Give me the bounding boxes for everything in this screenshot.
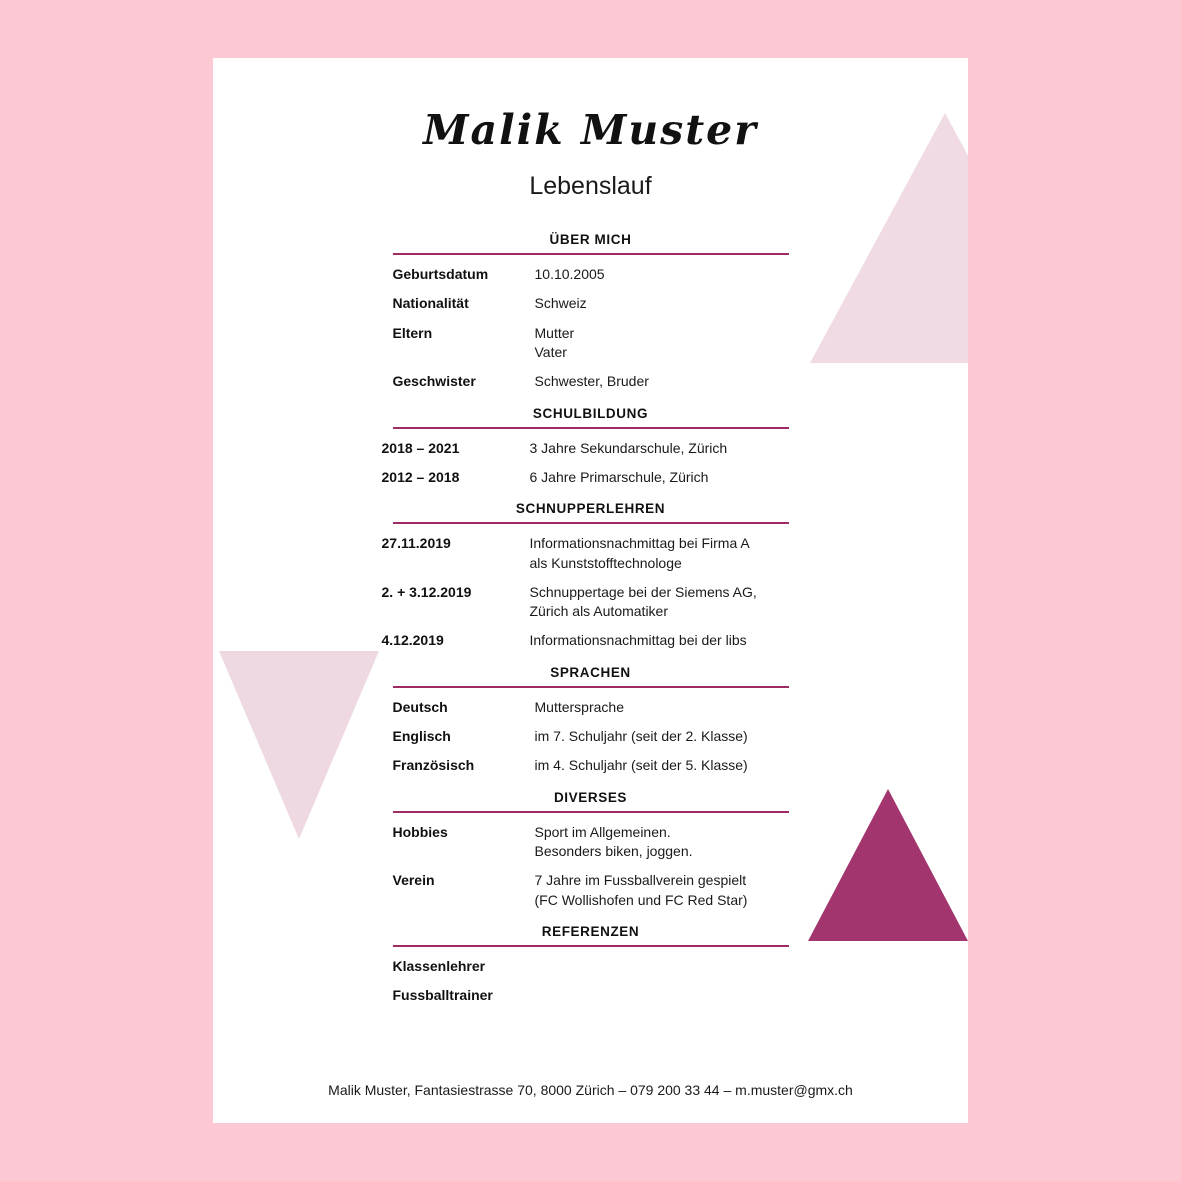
detail-label: Klassenlehrer [392,957,486,974]
detail-row [393,823,789,862]
detail-label: Französisch [392,757,475,774]
section-title: ÜBER MICH [549,232,632,247]
detail-value-line: Sport im Allgemeinen. [534,823,671,840]
detail-value [535,372,789,391]
detail-value [535,698,789,717]
section-divider [393,945,789,947]
section-sprachen [213,651,968,776]
detail-row [393,698,789,717]
detail-value-line: Schweiz [534,295,587,312]
section-title: SCHULBILDUNG [532,405,649,421]
detail-row [393,957,789,976]
detail-value-line: Mutter [534,324,575,341]
section-referenzen [213,910,968,1005]
detail-value-line: (FC Wollishofen und FC Red Star) [534,891,748,908]
detail-value [530,583,789,622]
detail-value-line: Informationsnachmittag bei der libs [529,632,747,649]
detail-label: 2018 – 2021 [381,439,460,456]
detail-value [535,294,789,313]
detail-value-line: Zürich als Automatiker [529,603,668,620]
detail-row [381,439,789,458]
section-divider [393,686,789,688]
footer-contact: Malik Muster, Fantasiestrasse 70, 8000 Zürich – 079 200 33 44 – m.muster@gmx.ch [328,1082,853,1098]
resume-page [213,58,968,1123]
detail-value-line: 7 Jahre im Fussballverein gespielt [534,872,747,889]
section-schulbildung [213,392,968,488]
detail-value-line: Informationsnachmittag bei Firma A [529,535,750,552]
section-schnupperlehren [213,487,968,651]
resume-document [213,58,968,1123]
section-divider [393,253,789,255]
detail-value-line: im 7. Schuljahr (seit der 2. Klasse) [534,728,748,745]
section-divider [393,427,789,429]
detail-value [530,468,789,487]
detail-label: 4.12.2019 [381,632,444,649]
section-divider [393,522,789,524]
detail-label: Nationalität [392,295,469,312]
detail-row [393,265,789,284]
detail-value-line: 6 Jahre Primarschule, Zürich [529,468,709,485]
detail-label: Geburtsdatum [392,266,489,282]
document-subtitle: Lebenslauf [529,172,652,200]
detail-value [530,631,789,650]
detail-row [381,534,789,573]
section-title: SPRACHEN [550,664,631,680]
detail-row [381,583,789,622]
detail-row [393,727,789,746]
detail-value [535,871,789,910]
section-rows [381,439,789,488]
detail-value-line: als Kunststofftechnologe [529,554,682,571]
detail-label: Hobbies [392,823,448,840]
detail-value-line: Schwester, Bruder [534,373,649,390]
detail-label: Englisch [392,728,451,745]
detail-value [535,727,789,746]
section-title: REFERENZEN [541,923,640,939]
detail-label: Geschwister [392,373,476,390]
section-rows [393,957,789,1005]
detail-value [535,324,789,363]
detail-row [381,631,789,650]
detail-value-line: Vater [534,343,567,360]
detail-label: 2. + 3.12.2019 [381,583,472,600]
detail-value-line: 3 Jahre Sekundarschule, Zürich [529,439,728,456]
detail-value-line: 10.10.2005 [534,266,605,282]
section-rows [393,698,789,776]
section-title: DIVERSES [553,789,628,805]
section-divider [393,811,789,813]
detail-label: Eltern [392,324,433,341]
detail-row [393,871,789,910]
detail-value [535,756,789,775]
detail-label: 2012 – 2018 [381,468,460,485]
detail-value [535,265,789,284]
detail-row [393,294,789,313]
detail-row [381,468,789,487]
detail-value [530,534,789,573]
detail-value-line: im 4. Schuljahr (seit der 5. Klasse) [534,757,748,774]
section-diverses [213,776,968,910]
section-rows [393,823,789,910]
detail-row [393,986,789,1005]
sections-container [213,218,968,1005]
detail-row [393,324,789,363]
detail-value [535,823,789,862]
section-rows [381,534,789,651]
detail-label: 27.11.2019 [381,535,451,552]
detail-value-line: Besonders biken, joggen. [534,843,693,859]
applicant-name: Malik Muster [423,106,758,154]
section-title: SCHNUPPERLEHREN [515,501,666,517]
detail-value-line: Schnuppertage bei der Siemens AG, [529,583,757,600]
detail-row [393,756,789,775]
detail-label: Deutsch [392,698,448,715]
section-rows [393,265,789,392]
detail-label: Verein [392,872,435,889]
detail-label: Fussballtrainer [392,986,493,1003]
detail-value [530,439,789,458]
detail-value-line: Muttersprache [534,698,624,715]
detail-row [393,372,789,391]
section-uber-mich [213,218,968,392]
